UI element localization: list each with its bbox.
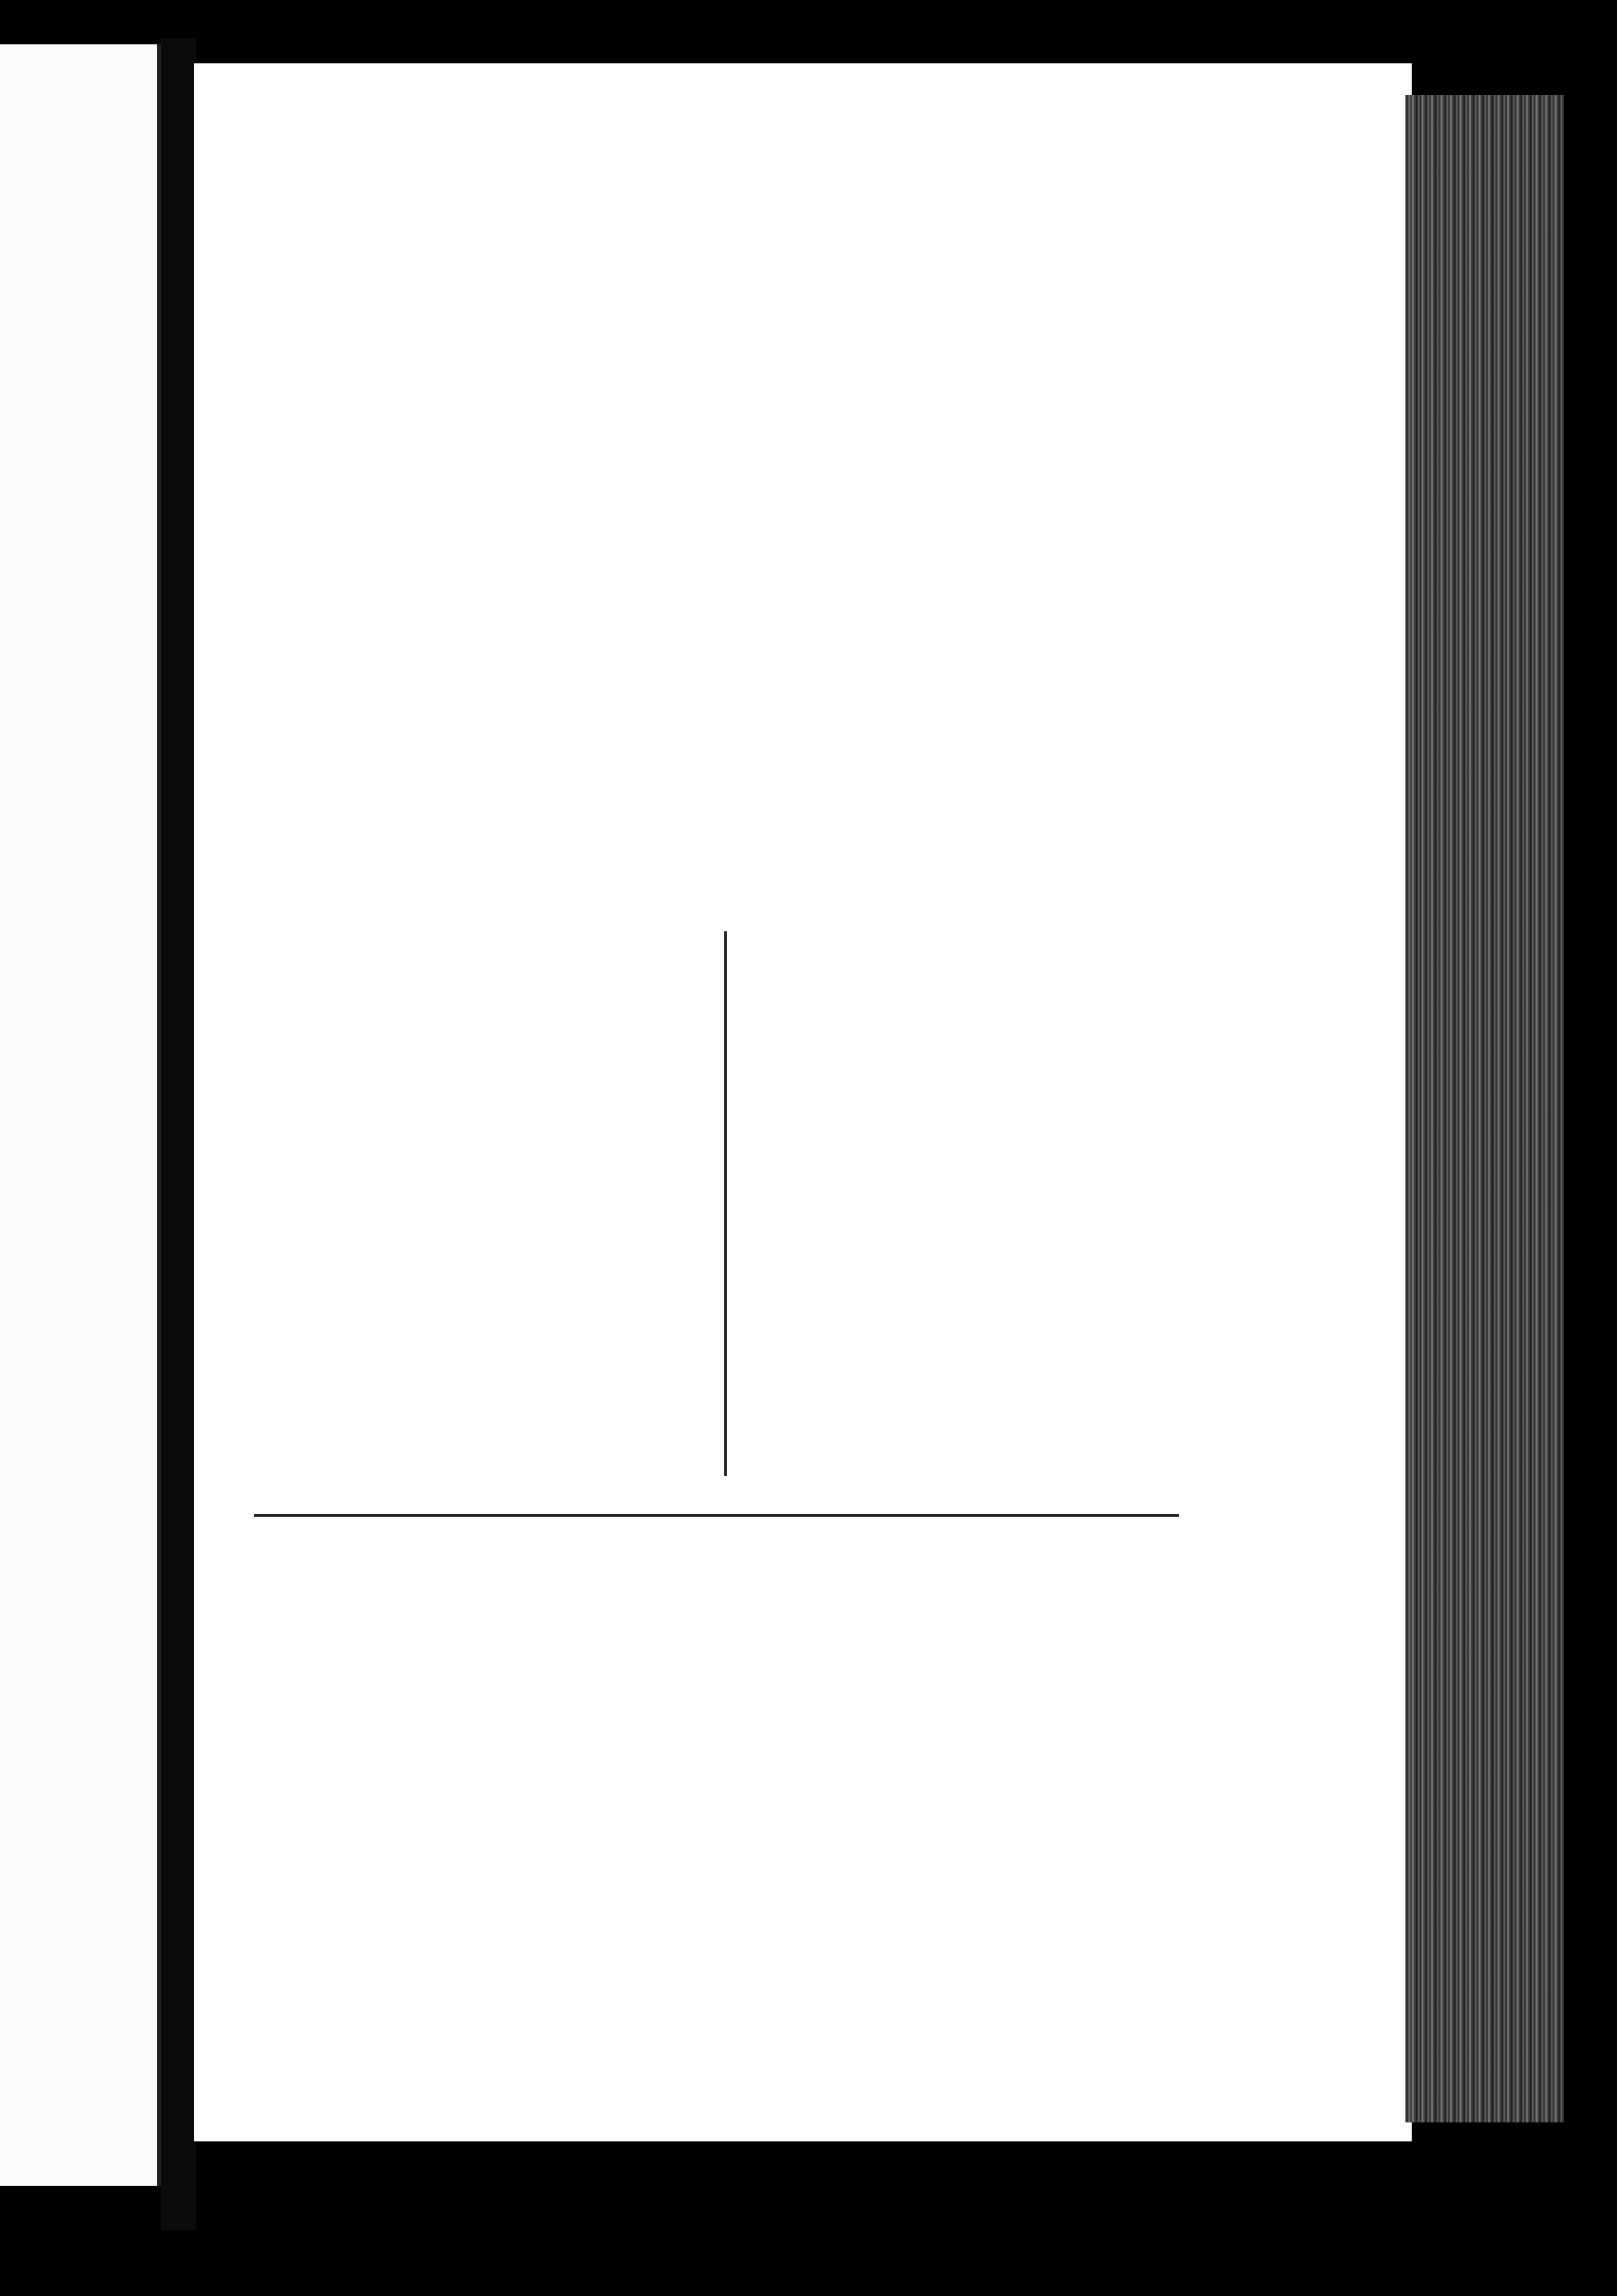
page-edge-stack — [1405, 95, 1564, 2122]
left-page-fragment — [0, 44, 161, 2186]
column-divider — [724, 931, 727, 1476]
book-page — [194, 63, 1412, 2141]
footnote-rule — [254, 1514, 1179, 1517]
book-gutter — [161, 38, 196, 2230]
